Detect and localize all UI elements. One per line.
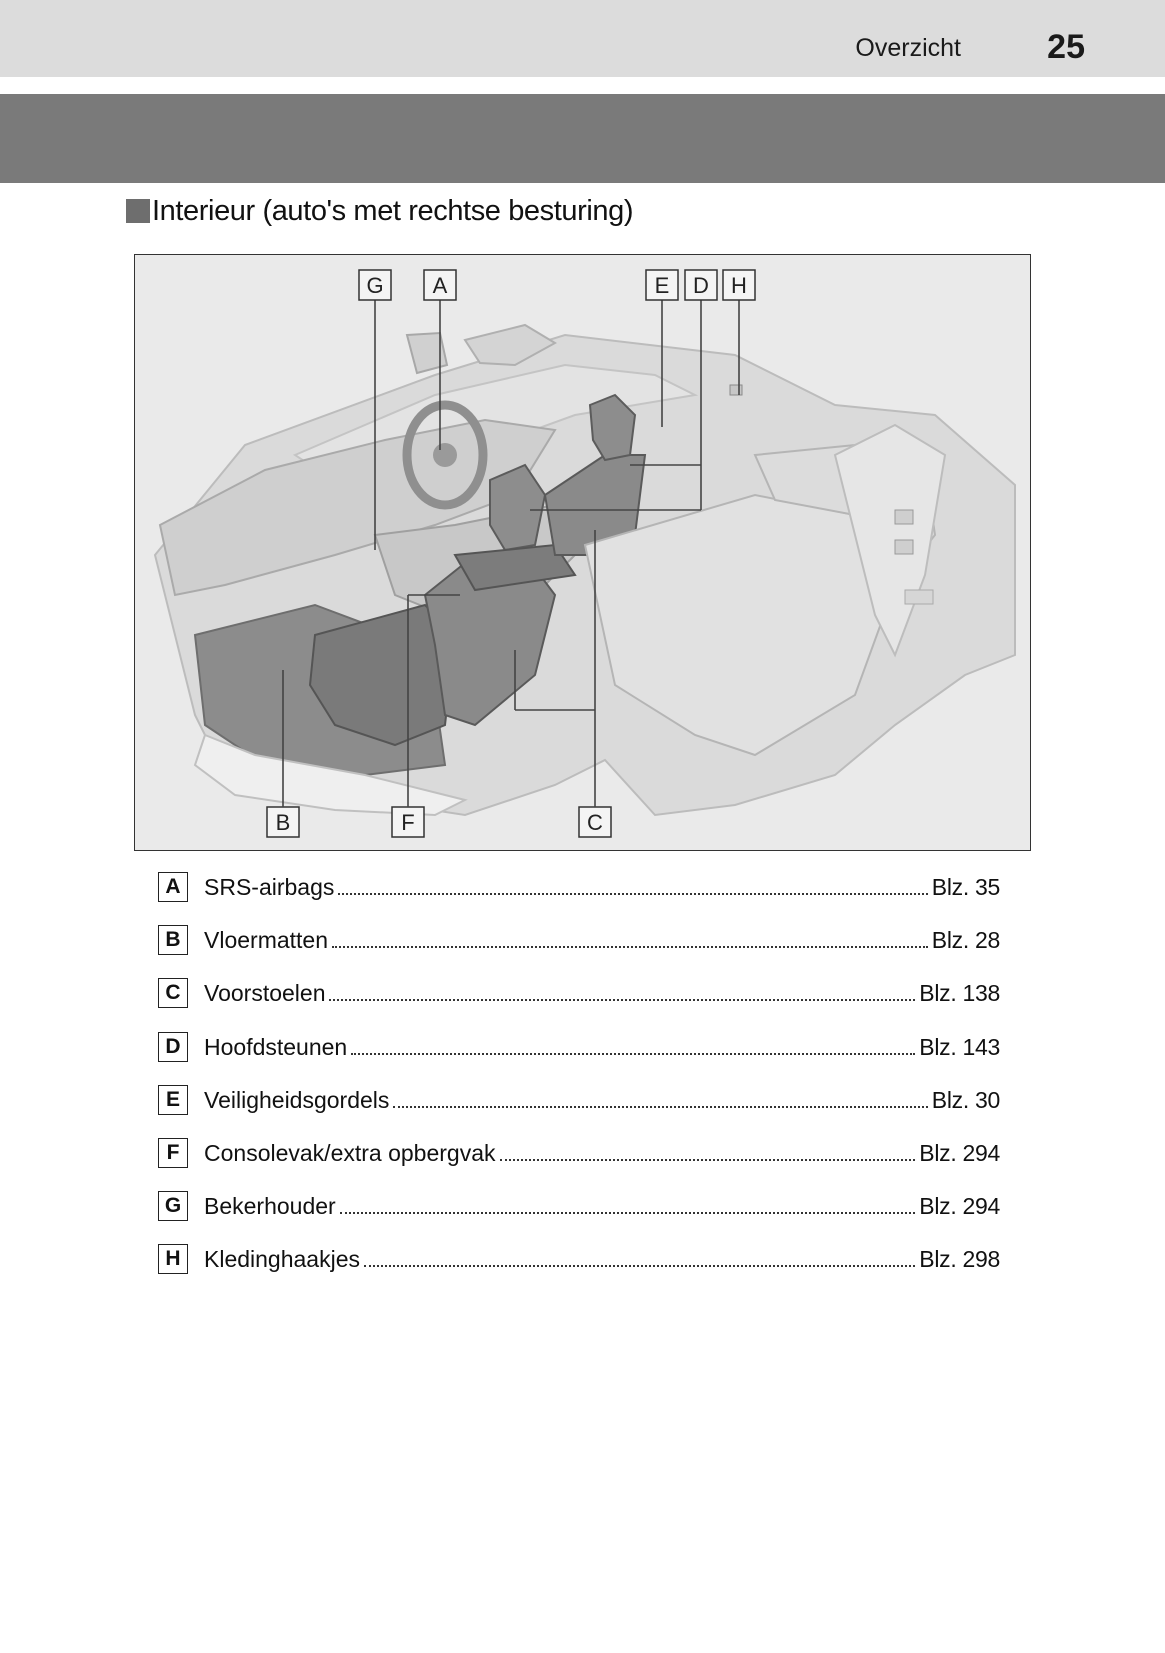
svg-text:E: E [654, 273, 670, 298]
svg-text:F: F [401, 810, 415, 835]
callout-h [723, 270, 755, 300]
legend-page-ref[interactable]: Blz. 35 [931, 874, 1000, 900]
dot-leader [329, 978, 915, 1008]
legend-letter: H [158, 1244, 188, 1274]
legend-letter: B [158, 925, 188, 955]
legend-title: Voorstoelen [204, 980, 326, 1007]
legend-page-ref[interactable]: Blz. 294 [919, 1193, 1000, 1220]
callout-d [685, 270, 717, 300]
svg-text:B: B [275, 810, 291, 835]
header-band [0, 94, 1165, 183]
legend-letter: G [158, 1191, 188, 1221]
legend-item [158, 872, 1000, 925]
section-name: Overzicht [855, 34, 961, 62]
dot-leader [338, 872, 927, 902]
svg-text:C: C [587, 810, 603, 835]
legend-letter: C [158, 978, 188, 1008]
callout-e [646, 270, 678, 300]
dot-leader [364, 1244, 915, 1274]
legend-page-ref[interactable]: Blz. 138 [919, 980, 1000, 1007]
section-heading [126, 191, 633, 231]
dot-leader [351, 1032, 915, 1062]
heading-square-icon [126, 199, 150, 223]
legend-page-ref[interactable]: Blz. 294 [919, 1139, 1000, 1166]
legend-letter: F [158, 1138, 188, 1168]
dot-leader [500, 1138, 916, 1168]
dot-leader [332, 925, 928, 955]
svg-text:A: A [432, 273, 448, 298]
page-number: 25 [1047, 28, 1085, 66]
svg-text:H: H [731, 273, 747, 298]
interior-illustration [134, 254, 1031, 851]
legend-page-ref[interactable]: Blz. 298 [919, 1246, 1000, 1273]
legend-item [158, 978, 1000, 1031]
legend-title: SRS-airbags [204, 874, 335, 900]
legend-item [158, 1191, 1000, 1244]
callout-f [392, 807, 424, 837]
callout-a [424, 270, 456, 300]
legend-item [158, 925, 1000, 978]
callout-g [359, 270, 391, 300]
legend-page-ref[interactable]: Blz. 143 [919, 1033, 1000, 1060]
svg-text:G: G [366, 273, 384, 298]
svg-text:D: D [693, 273, 709, 298]
legend-item [158, 1244, 1000, 1297]
legend-letter: A [158, 872, 188, 902]
legend-letter: E [158, 1085, 188, 1115]
legend-title: Bekerhouder [204, 1193, 336, 1220]
legend-letter: D [158, 1032, 188, 1062]
dot-leader [340, 1191, 916, 1221]
callout-c [579, 807, 611, 837]
callout-b [267, 807, 299, 837]
legend-page-ref[interactable]: Blz. 30 [931, 1086, 1000, 1113]
legend-title: Consolevak/extra opbergvak [204, 1139, 496, 1166]
legend-item [158, 1085, 1000, 1138]
rear-mirror [407, 333, 447, 373]
legend-item [158, 1032, 1000, 1085]
page-header [0, 0, 1165, 77]
legend-item [158, 1138, 1000, 1191]
heading-title: Interieur (auto's met rechtse besturing) [152, 194, 634, 227]
legend-title: Hoofdsteunen [204, 1033, 348, 1060]
legend-title: Veiligheidsgordels [204, 1086, 390, 1113]
car-interior-drawing [135, 255, 1031, 851]
legend-list [158, 872, 1000, 1298]
dot-leader [393, 1085, 927, 1115]
legend-title: Vloermatten [204, 927, 329, 954]
legend-title: Kledinghaakjes [204, 1246, 361, 1273]
legend-page-ref[interactable]: Blz. 28 [931, 927, 1000, 954]
